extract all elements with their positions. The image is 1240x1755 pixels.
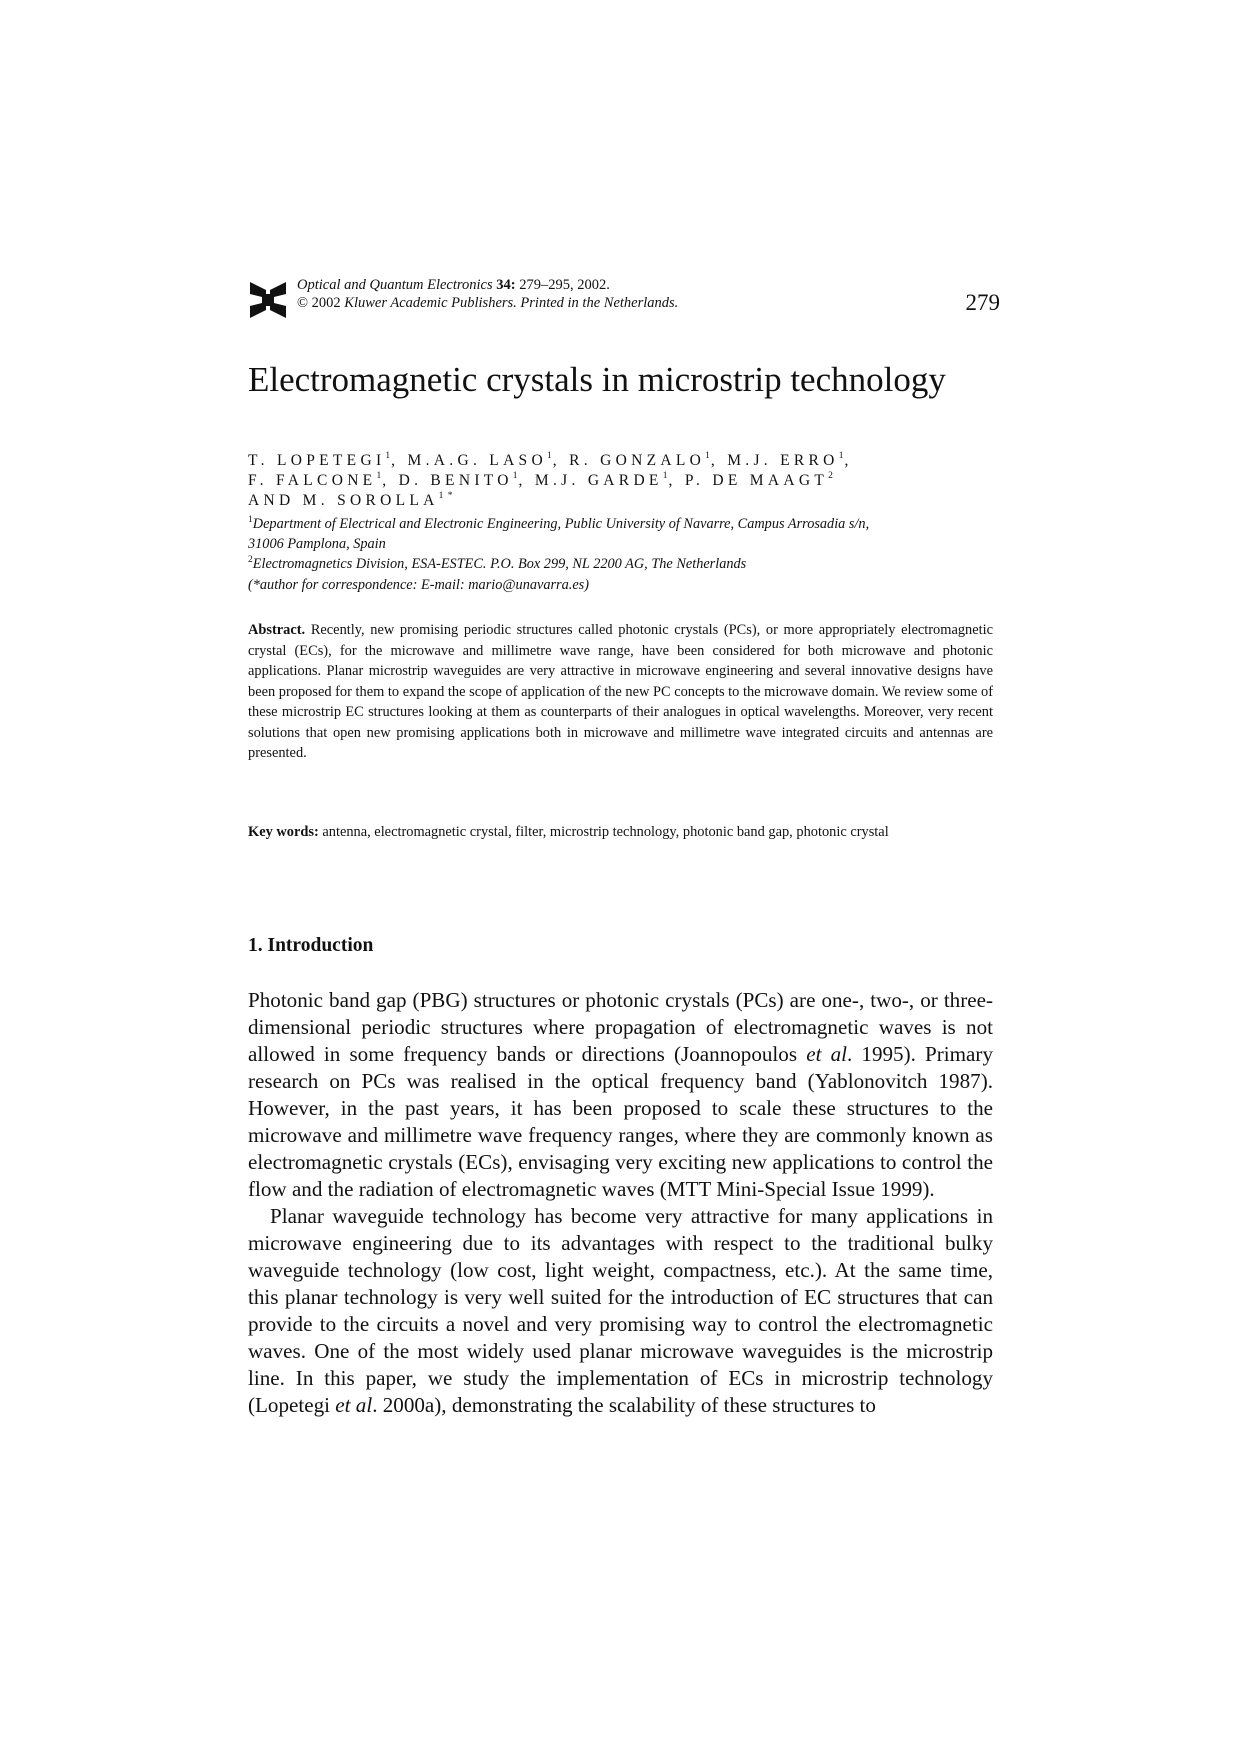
- affiliations: [248, 514, 1008, 595]
- paper-title: Electromagnetic crystals in microstrip technology: [248, 360, 946, 399]
- author-affil-mark: 1: [838, 451, 845, 461]
- paragraph: Photonic band gap (PBG) structures or photonic crystals (PCs) are one-, two-, or three-dimensional periodic structures where propagation of electromagnetic waves is not allowed in some frequency bands or directions (Joannopoulos et al. 1995). Primary research on PCs was realised in the optical frequency band (Yablonovitch 1987). However, in the past years, it has been proposed to scale these structures to the microwave and millimetre wave frequency ranges, where they are commonly known as electromagnetic crystals (ECs), envisaging very exciting new applications to control the flow and the radiation of electromagnetic waves (MTT Mini-Special Issue 1999).: [248, 988, 993, 1201]
- author-affil-mark: 1 *: [438, 491, 454, 501]
- author-line: F. FALCONE$^1$, D. BENITO$^1$, M.J. GARDE$^1$, P. DE MAAGT$^2$: [248, 471, 834, 489]
- author-name: R. GONZALO: [569, 452, 706, 469]
- author-name: M.A.G. LASO: [407, 452, 547, 469]
- author-name: AND M. SOROLLA: [248, 492, 439, 509]
- author-affil-mark: 1: [385, 451, 392, 461]
- copyright-symbol: ©: [297, 295, 309, 311]
- author-list: [248, 451, 853, 511]
- abstract: [248, 620, 993, 764]
- copyright-year: 2002: [311, 295, 341, 311]
- keywords-label: Key words:: [248, 824, 319, 840]
- page-number: 279: [965, 290, 1000, 315]
- author-name: D. BENITO: [398, 472, 513, 489]
- publisher-line: Kluwer Academic Publishers. Printed in the Netherlands.: [344, 295, 679, 311]
- journal-header: [248, 276, 1000, 322]
- abstract-label: Abstract.: [248, 622, 306, 638]
- author-affil-mark: 1: [705, 451, 711, 461]
- keywords-text: antenna, electromagnetic crystal, filter, microstrip technology, photonic band gap, photonic crystal: [322, 824, 889, 840]
- journal-name: Optical and Quantum Electronics: [297, 277, 493, 293]
- section-body: [248, 987, 993, 1419]
- author-affil-mark: 1: [376, 471, 383, 481]
- journal-citation: [297, 276, 678, 312]
- author-line: T. LOPETEGI$^1$, M.A.G. LASO$^1$, R. GONZALO$^1$, M.J. ERRO$^1$,: [248, 451, 853, 469]
- abstract-text: Recently, new promising periodic structures called photonic crystals (PCs), or more appropriately electromagnetic crystal (ECs), for the microwave and millimetre wave range, have been considered for both microwave and photonic applications. Planar microstrip waveguides are very attractive in microwave engineering and several innovative designs have been proposed for them to expand the scope of application of the new PC concepts to the microwave domain. We review some of these microstrip EC structures looking at them as counterparts of their analogues in optical wavelengths. Moreover, very recent solutions that open new promising applications both in microwave and millimetre wave integrated circuits and antennas are presented.: [248, 622, 993, 761]
- keywords: [248, 822, 993, 843]
- author-name: F. FALCONE: [248, 472, 377, 489]
- author-name: M.J. GARDE: [534, 472, 663, 489]
- author-affil-mark: 1: [546, 451, 553, 461]
- author-affil-mark: 1: [512, 471, 519, 481]
- author-line: [248, 491, 853, 511]
- affiliation-1-cont: 31006 Pamplona, Spain: [248, 536, 386, 553]
- affiliation-1: $^1$Department of Electrical and Electronic Engineering, Public University of Navarre, Campus Arrosadia s/n,: [248, 515, 870, 532]
- journal-volume: 34:: [496, 277, 516, 293]
- kluwer-logo-icon: [248, 280, 288, 320]
- correspondence-note: (*author for correspondence: E-mail: mario@unavarra.es): [248, 576, 590, 593]
- journal-pages: 279–295, 2002.: [519, 277, 610, 293]
- author-name: T. LOPETEGI: [248, 452, 386, 469]
- section-heading: 1. Introduction: [248, 935, 374, 956]
- author-affil-mark: 1: [662, 471, 669, 481]
- affiliation-2: $^2$Electromagnetics Division, ESA-ESTEC. P.O. Box 299, NL 2200 AG, The Netherlands: [248, 555, 747, 573]
- author-name: P. DE MAAGT: [684, 472, 829, 489]
- author-affil-mark: 2: [828, 471, 834, 481]
- author-name: M.J. ERRO: [727, 452, 839, 469]
- paragraph: Planar waveguide technology has become very attractive for many applications in microwave engineering due to its advantages with respect to the traditional bulky waveguide technology (low cost, light weight, compactness, etc.). At the same time, this planar technology is very well suited for the introduction of EC structures that can provide to the circuits a novel and very promising way to control the electromagnetic waves. One of the most widely used planar microwave waveguides is the microstrip line. In this paper, we study the implementation of ECs in microstrip technology (Lopetegi et al. 2000a), demonstrating the scalability of these structures to: [248, 1204, 993, 1417]
